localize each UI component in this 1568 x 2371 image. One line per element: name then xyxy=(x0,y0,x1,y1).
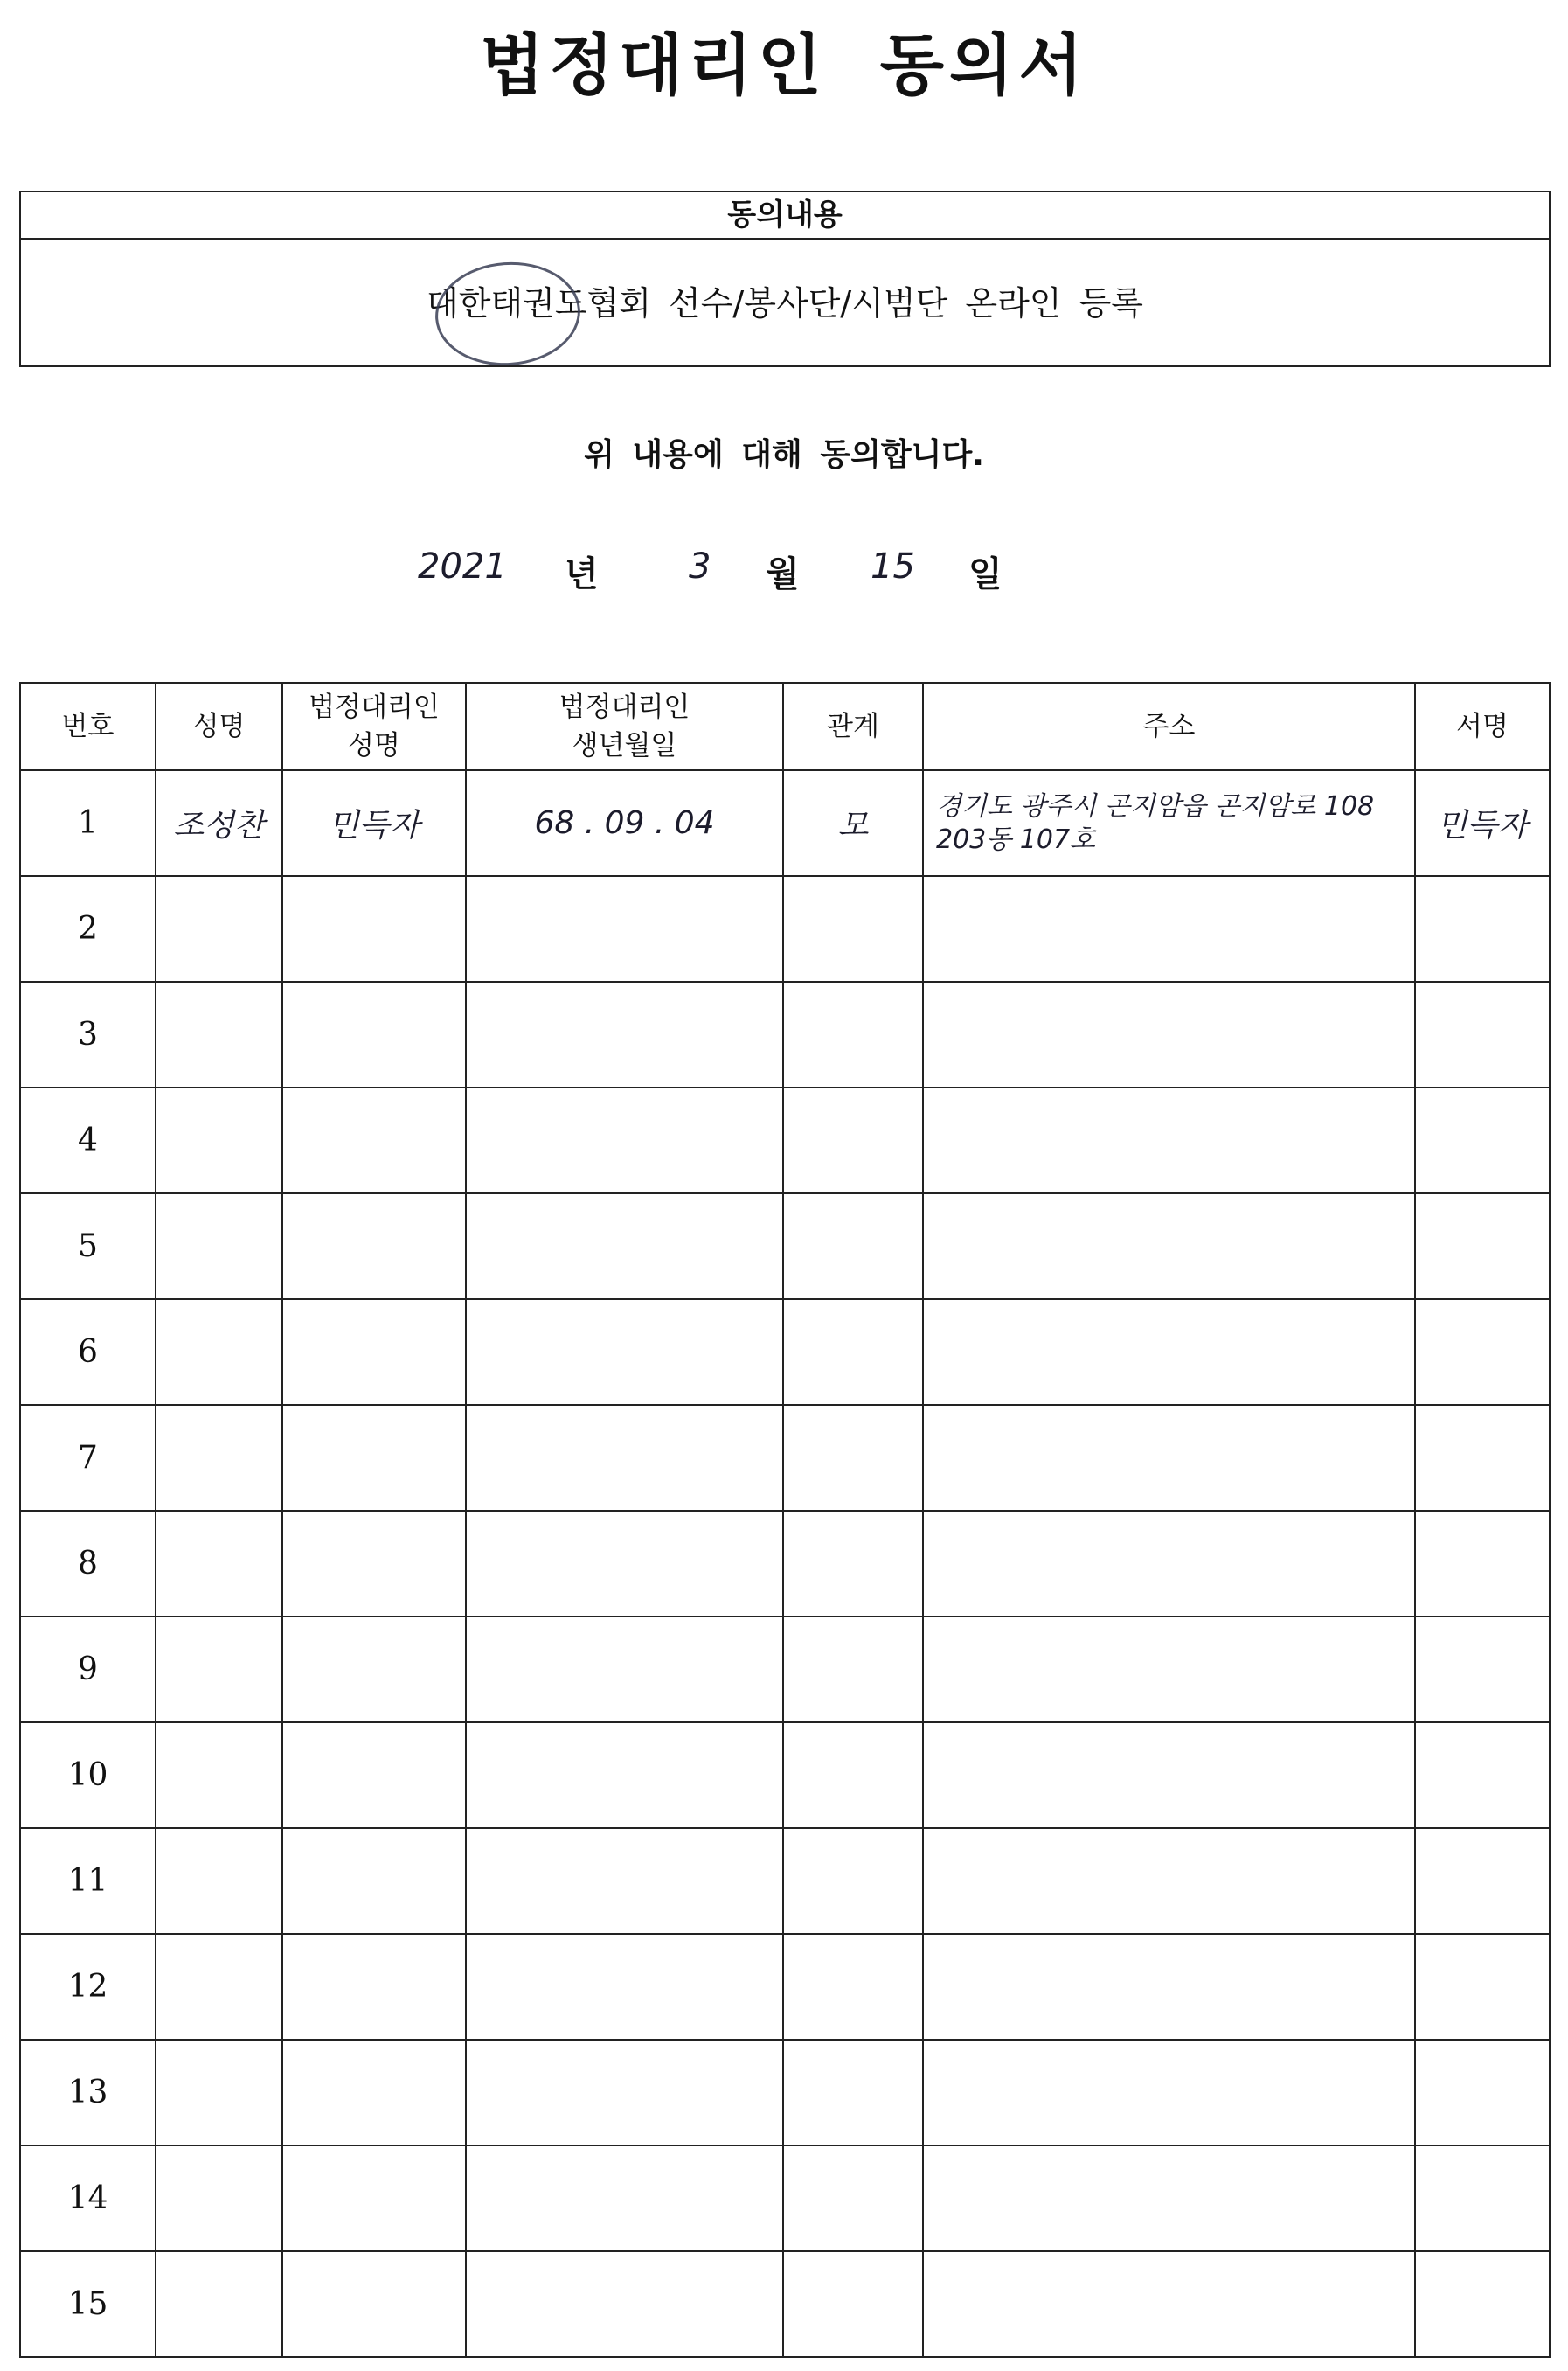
cell-relation[interactable] xyxy=(783,2251,923,2357)
cell-name[interactable] xyxy=(156,1299,282,1405)
cell-name[interactable] xyxy=(156,1511,282,1617)
cell-no: 4 xyxy=(20,1088,156,1193)
date-year-unit: 년 xyxy=(565,554,599,594)
cell-guardian-birth[interactable] xyxy=(466,2145,783,2251)
cell-guardian-birth[interactable] xyxy=(466,982,783,1088)
cell-no: 8 xyxy=(20,1511,156,1617)
cell-no: 14 xyxy=(20,2145,156,2251)
cell-guardian-name[interactable] xyxy=(282,1934,466,2040)
table-row xyxy=(20,1934,1550,2040)
cell-no: 2 xyxy=(20,876,156,982)
cell-guardian-birth[interactable] xyxy=(466,1828,783,1934)
cell-name[interactable]: 조성찬 xyxy=(156,770,282,876)
table-row xyxy=(20,1193,1550,1299)
cell-signature[interactable] xyxy=(1415,2145,1550,2251)
cell-name[interactable] xyxy=(156,1828,282,1934)
cell-signature[interactable] xyxy=(1415,1405,1550,1511)
cell-signature[interactable] xyxy=(1415,1511,1550,1617)
cell-signature[interactable] xyxy=(1415,1088,1550,1193)
date-year-unit-wrap xyxy=(565,546,599,599)
cell-no: 1 xyxy=(20,770,156,876)
table-header-row xyxy=(20,683,1550,770)
header-relation: 관계 xyxy=(783,683,923,770)
cell-no: 13 xyxy=(20,2040,156,2145)
cell-address[interactable] xyxy=(923,1722,1415,1828)
cell-name[interactable] xyxy=(156,2251,282,2357)
cell-address[interactable] xyxy=(923,2251,1415,2357)
cell-relation[interactable] xyxy=(783,1722,923,1828)
date-day-unit-wrap xyxy=(968,546,1003,599)
header-guardian-name-line2: 성명 xyxy=(348,730,400,761)
cell-guardian-birth[interactable] xyxy=(466,1934,783,2040)
header-guardian-birth-line2: 생년월일 xyxy=(572,730,677,761)
consent-body: 대한태권도협회 선수/봉사단/시범단 온라인 등록 xyxy=(426,284,1143,323)
cell-guardian-name[interactable]: 민득자 xyxy=(282,770,466,876)
cell-relation[interactable] xyxy=(783,982,923,1088)
cell-guardian-name[interactable] xyxy=(282,2251,466,2357)
agreement-statement: 위 내용에 대해 동의합니다. xyxy=(584,437,984,473)
cell-signature[interactable] xyxy=(1415,1299,1550,1405)
table-row xyxy=(20,1828,1550,1934)
consent-box xyxy=(19,191,1551,367)
cell-name[interactable] xyxy=(156,982,282,1088)
cell-relation[interactable] xyxy=(783,1934,923,2040)
cell-guardian-birth[interactable]: 68 . 09 . 04 xyxy=(466,770,783,876)
cell-signature[interactable] xyxy=(1415,982,1550,1088)
table-row xyxy=(20,1511,1550,1617)
table-row xyxy=(20,982,1550,1088)
cell-name[interactable] xyxy=(156,1193,282,1299)
cell-name[interactable] xyxy=(156,2040,282,2145)
date-day: 15 xyxy=(871,546,915,587)
cell-relation[interactable] xyxy=(783,1828,923,1934)
cell-relation[interactable] xyxy=(783,1405,923,1511)
cell-address[interactable] xyxy=(923,982,1415,1088)
cell-signature[interactable] xyxy=(1415,1722,1550,1828)
cell-relation[interactable] xyxy=(783,1088,923,1193)
date-month-value[interactable] xyxy=(689,546,711,599)
cell-guardian-birth[interactable] xyxy=(466,2251,783,2357)
cell-address[interactable] xyxy=(923,2040,1415,2145)
cell-signature[interactable] xyxy=(1415,1617,1550,1722)
header-signature: 서명 xyxy=(1415,683,1550,770)
cell-name[interactable] xyxy=(156,1722,282,1828)
date-day-value[interactable] xyxy=(871,546,915,599)
cell-no: 7 xyxy=(20,1405,156,1511)
cell-signature[interactable] xyxy=(1415,1828,1550,1934)
cell-name[interactable] xyxy=(156,1934,282,2040)
cell-name[interactable] xyxy=(156,1088,282,1193)
cell-guardian-birth[interactable] xyxy=(466,1299,783,1405)
cell-guardian-name[interactable] xyxy=(282,1828,466,1934)
header-no: 번호 xyxy=(20,683,156,770)
guardian-roster-table xyxy=(19,682,1551,2358)
cell-signature[interactable] xyxy=(1415,2251,1550,2357)
cell-relation[interactable] xyxy=(783,1617,923,1722)
cell-guardian-name[interactable] xyxy=(282,1088,466,1193)
cell-no: 11 xyxy=(20,1828,156,1934)
cell-guardian-name[interactable] xyxy=(282,1511,466,1617)
cell-address[interactable] xyxy=(923,876,1415,982)
cell-address[interactable] xyxy=(923,1617,1415,1722)
cell-relation[interactable] xyxy=(783,2040,923,2145)
table-row xyxy=(20,1722,1550,1828)
cell-address[interactable] xyxy=(923,1299,1415,1405)
cell-relation[interactable]: 모 xyxy=(783,770,923,876)
cell-address[interactable] xyxy=(923,1088,1415,1193)
document-title: 법정대리인 동의서 xyxy=(480,26,1088,104)
date-year: 2021 xyxy=(418,546,507,587)
address-line1: 경기도 광주시 곤지암읍 곤지암로 108 xyxy=(936,790,1375,822)
header-name: 성명 xyxy=(156,683,282,770)
cell-relation[interactable] xyxy=(783,1299,923,1405)
cell-relation[interactable] xyxy=(783,876,923,982)
cell-relation[interactable] xyxy=(783,1193,923,1299)
table-row xyxy=(20,876,1550,982)
header-guardian-name-line1: 법정대리인 xyxy=(309,692,440,723)
table-row xyxy=(20,1405,1550,1511)
table-row xyxy=(20,2251,1550,2357)
cell-signature[interactable] xyxy=(1415,876,1550,982)
cell-address[interactable] xyxy=(923,1193,1415,1299)
cell-address[interactable] xyxy=(923,1828,1415,1934)
cell-guardian-birth[interactable] xyxy=(466,1617,783,1722)
roster-body xyxy=(20,770,1550,2357)
cell-no: 5 xyxy=(20,1193,156,1299)
cell-address[interactable] xyxy=(923,1405,1415,1511)
address-line2: 203동 107호 xyxy=(936,824,1096,855)
cell-signature[interactable]: 민득자 xyxy=(1415,770,1550,876)
cell-signature[interactable] xyxy=(1415,2040,1550,2145)
cell-guardian-name[interactable] xyxy=(282,876,466,982)
cell-guardian-name[interactable] xyxy=(282,1722,466,1828)
header-guardian-birth xyxy=(466,683,783,770)
cell-guardian-name[interactable] xyxy=(282,1299,466,1405)
cell-name[interactable] xyxy=(156,876,282,982)
cell-guardian-name[interactable] xyxy=(282,1617,466,1722)
cell-address[interactable] xyxy=(923,1934,1415,2040)
cell-address[interactable] xyxy=(923,2145,1415,2251)
date-month-unit: 월 xyxy=(766,554,800,594)
table-row xyxy=(20,2040,1550,2145)
cell-relation[interactable] xyxy=(783,1511,923,1617)
consent-header: 동의내용 xyxy=(21,192,1549,240)
table-row xyxy=(20,770,1550,876)
cell-guardian-birth[interactable] xyxy=(466,1511,783,1617)
cell-guardian-birth[interactable] xyxy=(466,1405,783,1511)
cell-guardian-name[interactable] xyxy=(282,2145,466,2251)
cell-no: 9 xyxy=(20,1617,156,1722)
cell-guardian-name[interactable] xyxy=(282,1193,466,1299)
cell-name[interactable] xyxy=(156,1617,282,1722)
header-guardian-birth-line1: 법정대리인 xyxy=(559,692,690,723)
cell-no: 6 xyxy=(20,1299,156,1405)
cell-no: 3 xyxy=(20,982,156,1088)
cell-signature[interactable] xyxy=(1415,1934,1550,2040)
cell-no: 10 xyxy=(20,1722,156,1828)
cell-guardian-birth[interactable] xyxy=(466,1193,783,1299)
cell-address[interactable] xyxy=(923,1511,1415,1617)
date-month: 3 xyxy=(689,546,711,587)
table-row xyxy=(20,2145,1550,2251)
cell-guardian-name[interactable] xyxy=(282,1405,466,1511)
cell-guardian-birth[interactable] xyxy=(466,1722,783,1828)
date-month-unit-wrap xyxy=(766,546,800,599)
table-row xyxy=(20,1299,1550,1405)
cell-address[interactable] xyxy=(923,770,1415,876)
cell-name[interactable] xyxy=(156,2145,282,2251)
cell-guardian-birth[interactable] xyxy=(466,876,783,982)
table-row xyxy=(20,1088,1550,1193)
cell-no: 12 xyxy=(20,1934,156,2040)
cell-name[interactable] xyxy=(156,1405,282,1511)
header-address: 주소 xyxy=(923,683,1415,770)
cell-guardian-birth[interactable] xyxy=(466,2040,783,2145)
cell-no: 15 xyxy=(20,2251,156,2357)
cell-guardian-name[interactable] xyxy=(282,2040,466,2145)
cell-signature[interactable] xyxy=(1415,1193,1550,1299)
header-guardian-name xyxy=(282,683,466,770)
table-row xyxy=(20,1617,1550,1722)
cell-guardian-birth[interactable] xyxy=(466,1088,783,1193)
date-year-value[interactable] xyxy=(418,546,507,599)
cell-relation[interactable] xyxy=(783,2145,923,2251)
cell-guardian-name[interactable] xyxy=(282,982,466,1088)
date-day-unit: 일 xyxy=(968,554,1003,594)
